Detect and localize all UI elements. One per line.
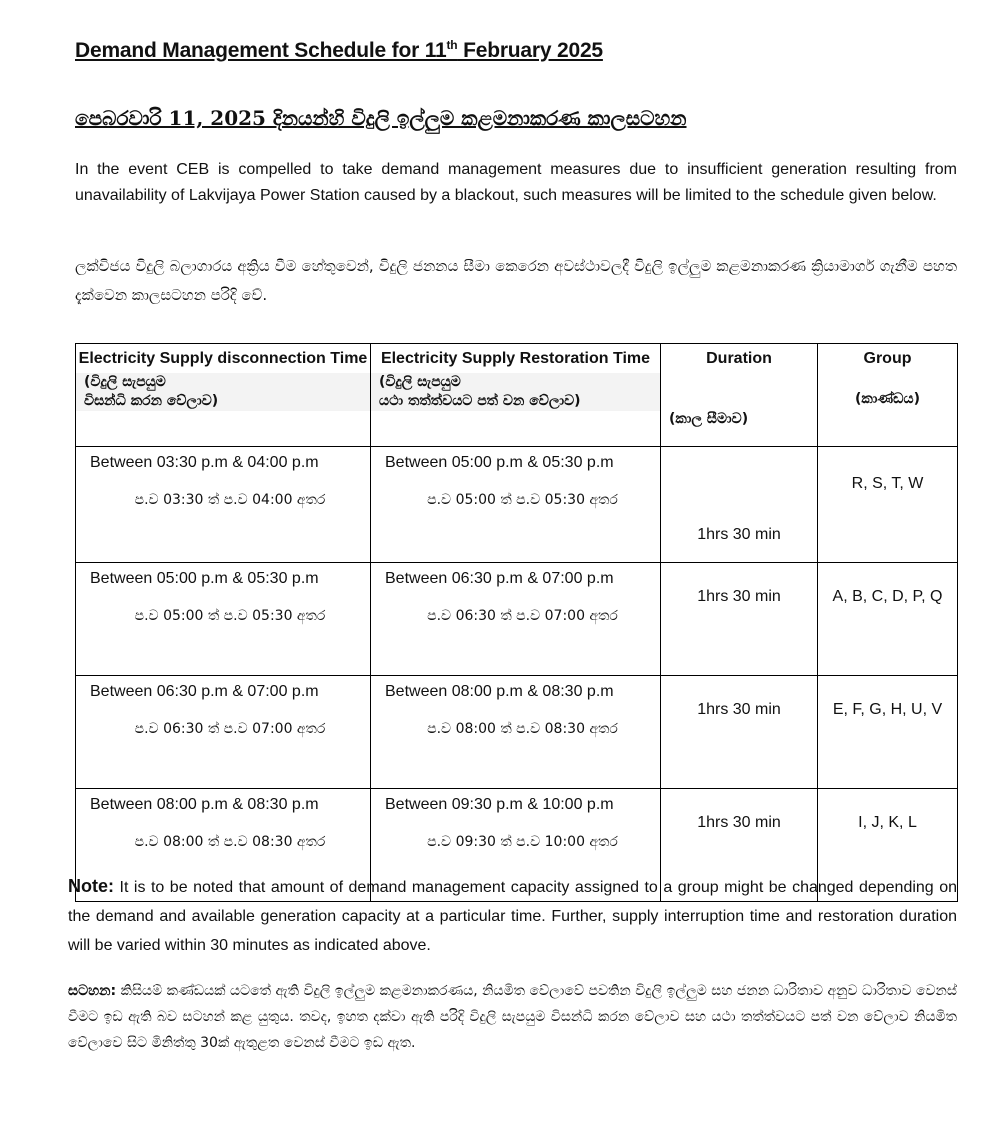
restoration-time-en: Between 06:30 p.m & 07:00 p.m bbox=[385, 570, 614, 587]
disconnection-time-en: Between 05:00 p.m & 05:30 p.m bbox=[90, 570, 319, 587]
page-subtitle-sinhala: පෙබරවාරි 11, 2025 දිනයන්හි විදුලි ඉල්ලුම කළමනාකරණ කාලසටහන bbox=[75, 106, 687, 130]
header-disconnection-si-line2: විසන්ධි කරන වේලාව) bbox=[76, 392, 370, 411]
group-cell: A, B, C, D, P, Q bbox=[818, 563, 958, 676]
disconnection-time-en: Between 08:00 p.m & 08:30 p.m bbox=[90, 796, 319, 813]
disconnection-time-cell bbox=[76, 676, 371, 789]
note-label: Note: bbox=[68, 876, 114, 896]
table-row bbox=[76, 447, 958, 563]
header-restoration-si-line2: යථා තත්ත්වයට පත් වන වේලාව) bbox=[371, 392, 660, 411]
intro-paragraph-english: In the event CEB is compelled to take demand management measures due to insufficient generation resulting from unavailability of Lakvijaya Power Station caused by a blackout, such measures will be limited to the schedule given below. bbox=[75, 161, 957, 204]
table-header-row bbox=[76, 344, 958, 447]
duration-cell: 1hrs 30 min bbox=[661, 676, 818, 789]
page-title bbox=[75, 38, 603, 63]
restoration-time-si: ප.ව 05:00 ත් ප.ව 05:30 අතර bbox=[427, 492, 618, 508]
restoration-time-cell bbox=[371, 447, 661, 563]
duration-cell: 1hrs 30 min bbox=[661, 789, 818, 902]
note-text: It is to be noted that amount of demand management capacity assigned to a group might be changed depending on the demand and available generation capacity at a particular time. Further, supply interruption time and restoration duration will be varied within 30 minutes as indicated above. bbox=[68, 879, 957, 954]
disconnection-time-si: ප.ව 06:30 ත් ප.ව 07:00 අතර bbox=[134, 721, 326, 737]
disconnection-time-en: Between 03:30 p.m & 04:00 p.m bbox=[90, 454, 319, 471]
header-disconnection-label: Electricity Supply disconnection Time bbox=[78, 350, 368, 367]
header-restoration-si-line1: (විදුලි සැපයුම bbox=[371, 373, 660, 392]
group-cell: R, S, T, W bbox=[818, 447, 958, 563]
note-paragraph-english bbox=[68, 872, 957, 960]
header-group-label: Group bbox=[863, 350, 912, 367]
disconnection-time-si: ප.ව 05:00 ත් ප.ව 05:30 අතර bbox=[134, 608, 326, 624]
restoration-time-si: ප.ව 08:00 ත් ප.ව 08:30 අතර bbox=[427, 721, 618, 737]
restoration-time-en: Between 08:00 p.m & 08:30 p.m bbox=[385, 683, 614, 700]
header-duration bbox=[661, 344, 818, 447]
header-duration-si: (කාල සීමාව) bbox=[669, 411, 749, 427]
disconnection-time-en: Between 06:30 p.m & 07:00 p.m bbox=[90, 683, 319, 700]
page-title-suffix: February 2025 bbox=[457, 39, 603, 62]
header-disconnection-si-line1: (විදුලි සැපයුම bbox=[76, 373, 370, 392]
header-duration-label: Duration bbox=[706, 350, 772, 367]
table-row bbox=[76, 563, 958, 676]
intro-paragraph-sinhala: ලක්විජය විදුලි බලාගාරය අක්‍රිය වීම හේතුවෙන්, විදුලි ජනනය සීමා කෙරෙන අවස්ථාවලදී විදුලි ඉල්ලුම කළමනාකරණ ක්‍රියාමාර්ග ගැනීම පහත දැක්වෙන කාලසටහන පරිදි වේ. bbox=[75, 257, 957, 304]
restoration-time-cell bbox=[371, 563, 661, 676]
header-restoration-time bbox=[371, 344, 661, 447]
page-title-superscript: th bbox=[446, 38, 458, 52]
page-title-prefix: Demand Management Schedule for 11 bbox=[75, 39, 447, 62]
restoration-time-en: Between 05:00 p.m & 05:30 p.m bbox=[385, 454, 614, 471]
disconnection-time-si: ප.ව 03:30 ත් ප.ව 04:00 අතර bbox=[134, 492, 326, 508]
restoration-time-cell bbox=[371, 676, 661, 789]
schedule-table bbox=[75, 343, 958, 902]
table-row bbox=[76, 676, 958, 789]
header-group-si: (කාණ්ඩය) bbox=[855, 391, 920, 407]
restoration-time-si: ප.ව 09:30 ත් ප.ව 10:00 අතර bbox=[427, 834, 618, 850]
restoration-time-si: ප.ව 06:30 ත් ප.ව 07:00 අතර bbox=[427, 608, 618, 624]
disconnection-time-si: ප.ව 08:00 ත් ප.ව 08:30 අතර bbox=[134, 834, 326, 850]
group-cell: I, J, K, L bbox=[818, 789, 958, 902]
header-restoration-label: Electricity Supply Restoration Time bbox=[380, 350, 651, 367]
header-group bbox=[818, 344, 958, 447]
note-si-text: කිසියම් කණ්ඩයක් යටතේ ඇති විදුලි ඉල්ලුම කළමනාකරණය, නියමිත වේලාවේ පවතින විදුලි ඉල්ලුම සහ ජනන ධාරිතාව අනුව ධාරිතාව වෙනස් වීමට ඉඩ ඇති බව සටහන් කළ යුතුය. තවද, ඉහත දක්වා ඇති පරිදි විදුලි සැපයුම විසන්ධි කරන වේලාව සහ යථා තත්ත්වයට පත් වන වේලාව නියමිත වේලාවෙ සිට මිනිත්තු 30ක් ඇතුළත වෙනස් වීමට ඉඩ ඇත. bbox=[68, 983, 957, 1051]
duration-cell: 1hrs 30 min bbox=[661, 563, 818, 676]
header-disconnection-time bbox=[76, 344, 371, 447]
note-si-label: සටහන: bbox=[68, 983, 117, 999]
disconnection-time-cell bbox=[76, 563, 371, 676]
disconnection-time-cell bbox=[76, 447, 371, 563]
restoration-time-en: Between 09:30 p.m & 10:00 p.m bbox=[385, 796, 614, 813]
group-cell: E, F, G, H, U, V bbox=[818, 676, 958, 789]
duration-cell: 1hrs 30 min bbox=[661, 447, 818, 563]
note-paragraph-sinhala bbox=[68, 978, 957, 1056]
